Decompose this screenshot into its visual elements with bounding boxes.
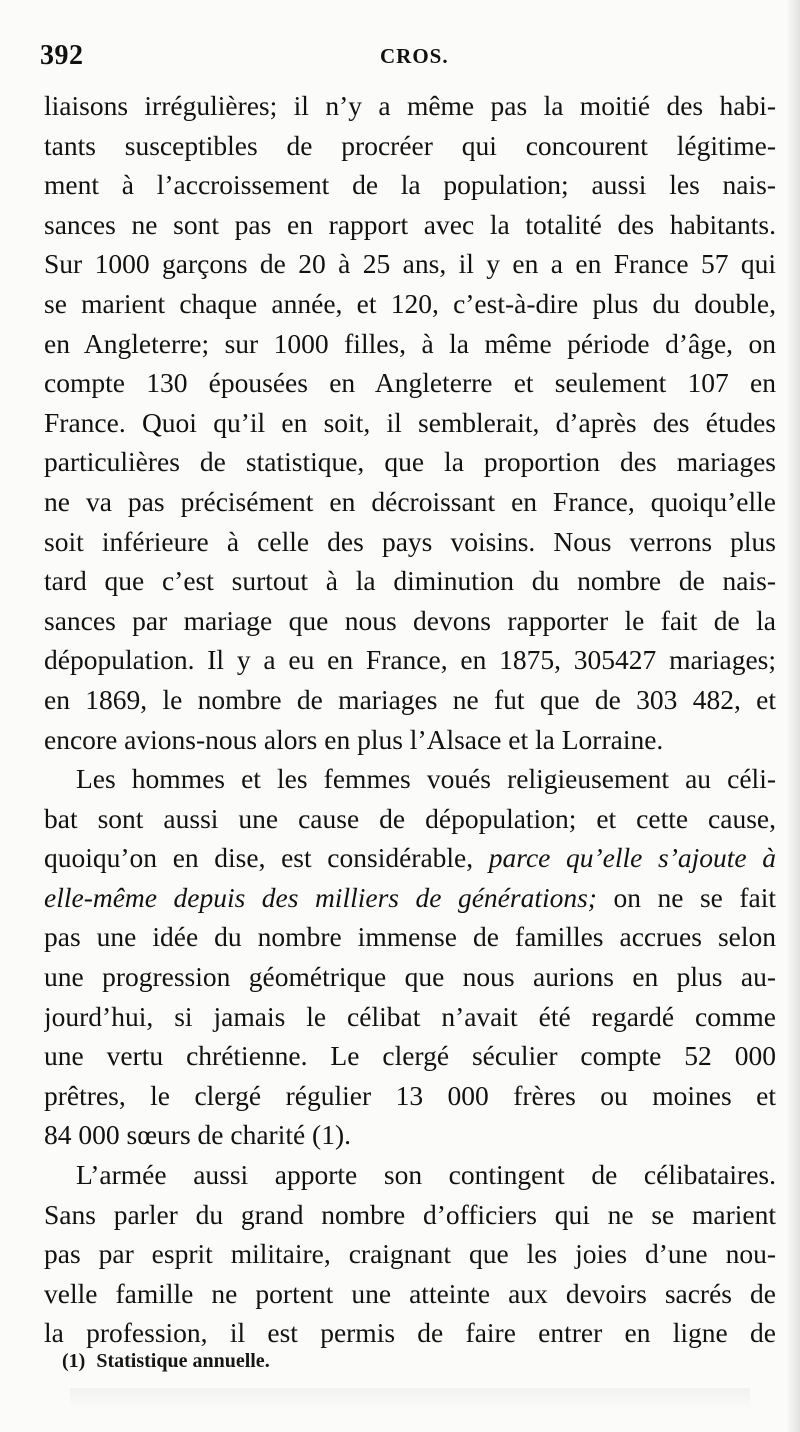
text-segment: la profession, il est permis de faire entrer en ligne de bbox=[44, 1317, 776, 1349]
text-segment: dépopulation. Il y a eu en France, en 1875, 305427 mariages; bbox=[44, 644, 776, 676]
text-line bbox=[44, 324, 776, 364]
text-segment: une progression géométrique que nous aurions en plus au- bbox=[44, 961, 776, 993]
text-line bbox=[44, 1076, 776, 1116]
text-segment: sances par mariage que nous devons rapporter le fait de la bbox=[44, 604, 776, 636]
text-line bbox=[44, 957, 776, 997]
text-segment: liaisons irrégulières; il n’y a même pas la moitié des habi- bbox=[44, 90, 776, 121]
text-segment: ne va pas précisément en décroissant en France, quoiqu’elle bbox=[44, 485, 776, 517]
text-line bbox=[44, 1313, 776, 1353]
text-line bbox=[44, 680, 776, 720]
text-segment: Sans parler du grand nombre d’officiers qui ne se marient bbox=[44, 1198, 776, 1230]
text-line bbox=[44, 838, 776, 878]
text-segment: tard que c’est surtout à la diminution du nombre de nais- bbox=[44, 565, 776, 597]
text-segment: L’armée aussi apporte son contingent de célibataires. bbox=[76, 1159, 776, 1191]
text-line bbox=[44, 165, 776, 205]
footnote-text: Statistique annuelle. bbox=[96, 1350, 270, 1372]
page-number: 392 bbox=[40, 40, 84, 71]
text-segment: particulières de statistique, que la proportion des mariages bbox=[44, 446, 776, 478]
text-line bbox=[44, 86, 776, 126]
italic-text-segment: parce qu’elle s’ajoute à bbox=[488, 842, 776, 874]
text-line bbox=[44, 878, 776, 918]
text-segment: Sur 1000 garçons de 20 à 25 ans, il y en a en France 57 qui bbox=[44, 248, 776, 280]
text-segment: encore avions-nous alors en plus l’Alsace et la Lorraine. bbox=[44, 723, 664, 755]
text-line bbox=[44, 799, 776, 839]
text-line bbox=[44, 917, 776, 957]
text-line bbox=[44, 601, 776, 641]
text-segment: France. Quoi qu’il en soit, il semblerait, d’après des études bbox=[44, 406, 776, 438]
text-line bbox=[44, 1195, 776, 1235]
text-segment: sances ne sont pas en rapport avec la totalité des habitants. bbox=[44, 208, 776, 240]
text-segment: prêtres, le clergé régulier 13 000 frères ou moines et bbox=[44, 1079, 776, 1111]
text-line bbox=[44, 126, 776, 166]
body-text bbox=[44, 86, 776, 1353]
text-segment: une vertu chrétienne. Le clergé séculier compte 52 000 bbox=[44, 1040, 776, 1072]
text-segment: en Angleterre; sur 1000 filles, à la même période d’âge, on bbox=[44, 327, 776, 359]
text-segment: bat sont aussi une cause de dépopulation; et cette cause, bbox=[44, 802, 776, 834]
text-segment: tants susceptibles de procréer qui concourent légitime- bbox=[44, 129, 776, 161]
text-segment: jourd’hui, si jamais le célibat n’avait été regardé comme bbox=[44, 1000, 776, 1032]
text-segment: pas une idée du nombre immense de familles accrues selon bbox=[44, 921, 776, 953]
text-line bbox=[44, 363, 776, 403]
footnote-mark: (1) bbox=[62, 1350, 86, 1372]
text-line bbox=[44, 205, 776, 245]
running-title: CROS. bbox=[380, 44, 449, 68]
text-segment: ment à l’accroissement de la population; aussi les nais- bbox=[44, 169, 776, 201]
text-line bbox=[44, 403, 776, 443]
text-segment: velle famille ne portent une atteinte aux devoirs sacrés de bbox=[44, 1277, 776, 1309]
text-line bbox=[44, 1036, 776, 1076]
text-segment: on ne se fait bbox=[596, 881, 776, 913]
text-line bbox=[44, 442, 776, 482]
page-edge-shadow bbox=[786, 0, 800, 1432]
text-segment: quoiqu’on en dise, est considérable, bbox=[44, 842, 489, 874]
text-line bbox=[44, 1155, 776, 1195]
text-line bbox=[44, 720, 776, 760]
text-segment: Les hommes et les femmes voués religieusement au céli- bbox=[76, 763, 776, 795]
text-line bbox=[44, 482, 776, 522]
text-segment: en 1869, le nombre de mariages ne fut que de 303 482, et bbox=[44, 683, 776, 715]
text-line bbox=[44, 640, 776, 680]
text-line bbox=[44, 522, 776, 562]
text-segment: 84 000 sœurs de charité (1). bbox=[44, 1119, 351, 1151]
text-line bbox=[44, 244, 776, 284]
text-line bbox=[44, 1274, 776, 1314]
text-line bbox=[44, 997, 776, 1037]
text-line bbox=[44, 1115, 776, 1155]
text-line bbox=[44, 284, 776, 324]
text-segment: compte 130 épousées en Angleterre et seulement 107 en bbox=[44, 367, 776, 399]
text-line bbox=[44, 759, 776, 799]
footnote bbox=[62, 1350, 270, 1373]
running-head bbox=[40, 40, 772, 80]
italic-text-segment: elle-même depuis des milliers de générations; bbox=[44, 881, 597, 913]
text-line bbox=[44, 1234, 776, 1274]
show-through-shadow bbox=[70, 1388, 750, 1410]
text-segment: pas par esprit militaire, craignant que les joies d’une nou- bbox=[44, 1238, 776, 1270]
text-line bbox=[44, 561, 776, 601]
text-segment: soit inférieure à celle des pays voisins. Nous verrons plus bbox=[44, 525, 776, 557]
text-segment: se marient chaque année, et 120, c’est-à-dire plus du double, bbox=[44, 287, 776, 319]
